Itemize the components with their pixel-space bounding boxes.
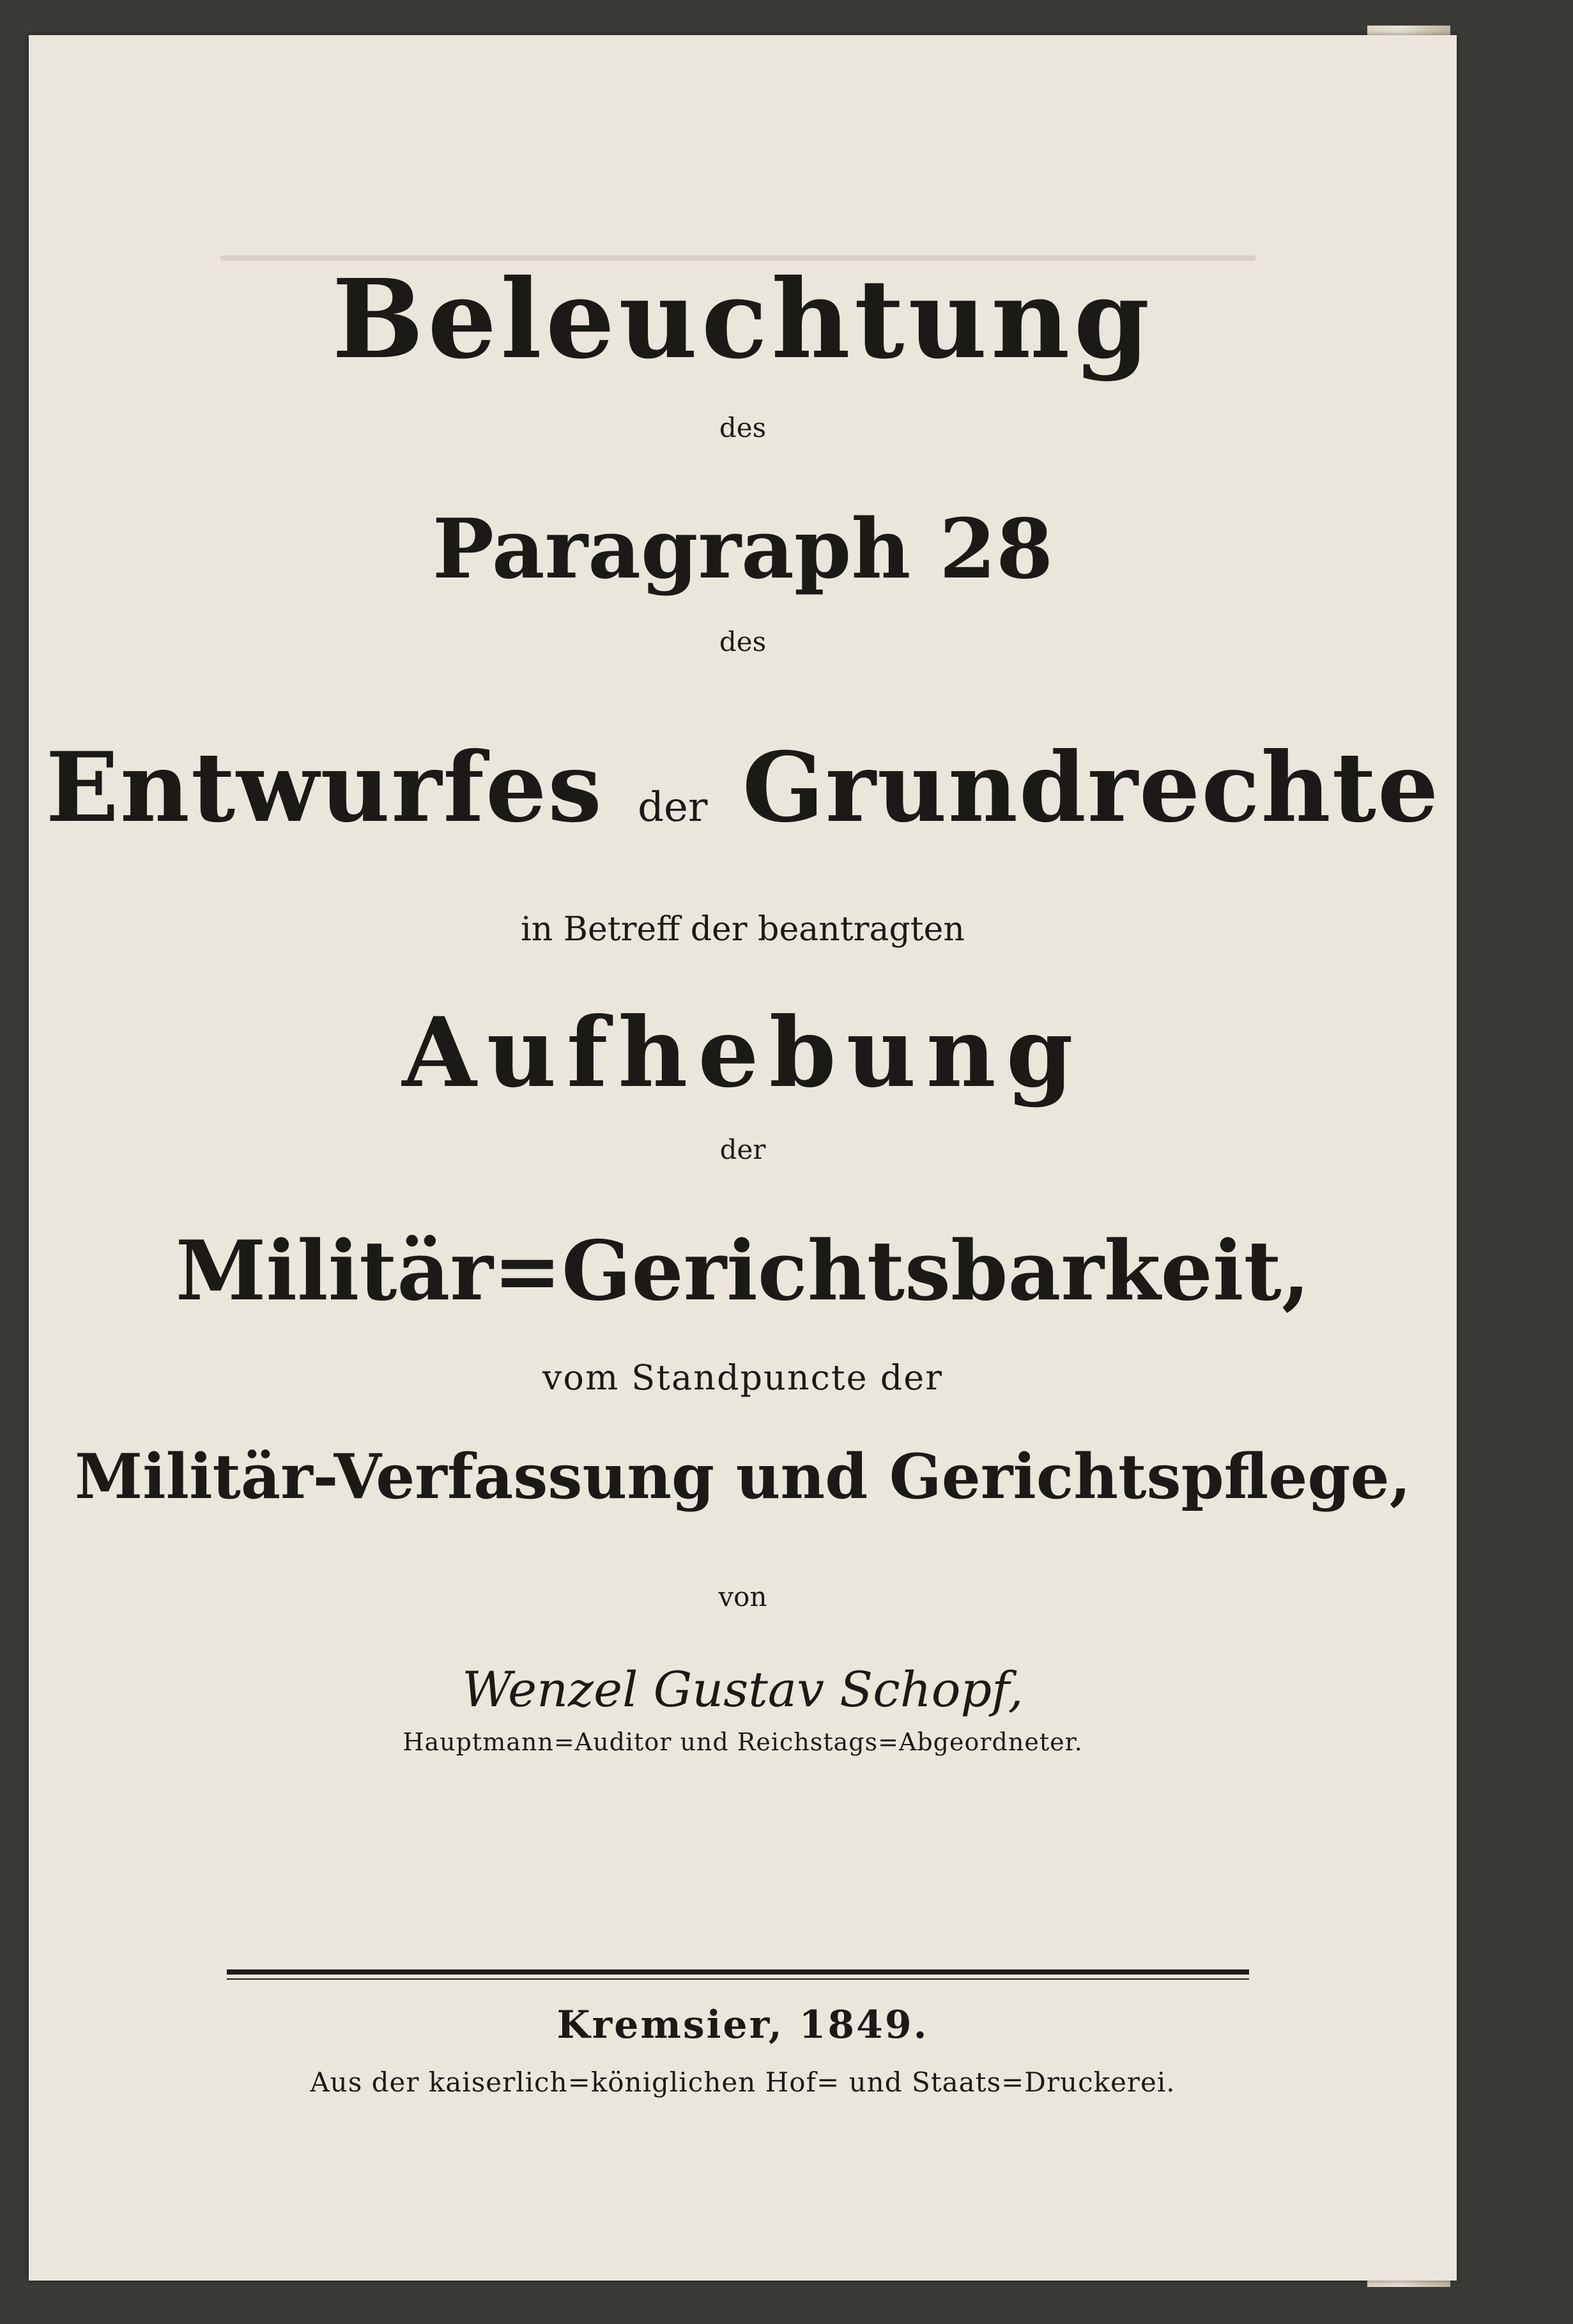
imprint-place-year: Kremsier, 1849.: [556, 2003, 929, 2047]
title-militaer-gerichtsbarkeit: Militär=Gerichtsbarkeit,: [175, 1223, 1310, 1319]
word-der-2: der: [719, 1134, 766, 1165]
subtitle-betreff: in Betreff der beantragten: [521, 910, 965, 949]
title-militaer-verfassung: Militär-Verfassung und Gerichtspflege,: [74, 1441, 1411, 1513]
title-aufhebung: Aufhebung: [402, 997, 1084, 1109]
imprint-rule-thick: [227, 1969, 1249, 1975]
imprint-rule-thin: [227, 1978, 1249, 1980]
title-paragraph: Paragraph 28: [432, 501, 1054, 597]
author-role: Hauptmann=Auditor und Reichstags=Abgeordneter.: [403, 1728, 1083, 1756]
title-entwurfes-line: [29, 731, 1457, 844]
word-von: von: [718, 1581, 767, 1612]
author-name: Wenzel Gustav Schopf,: [462, 1661, 1024, 1718]
title-page: [29, 35, 1457, 2281]
imprint-printer: Aus der kaiserlich=königlichen Hof= und Staats=Druckerei.: [310, 2067, 1176, 2098]
word-des-2: des: [719, 626, 767, 657]
subtitle-standpuncte: vom Standpuncte der: [542, 1357, 944, 1398]
title-beleuchtung: Beleuchtung: [332, 256, 1154, 383]
word-der-1: der: [638, 784, 708, 831]
title-grundrechte: Grundrechte: [742, 731, 1440, 844]
title-entwurfes: Entwurfes: [45, 731, 603, 844]
word-des-1: des: [719, 412, 767, 443]
